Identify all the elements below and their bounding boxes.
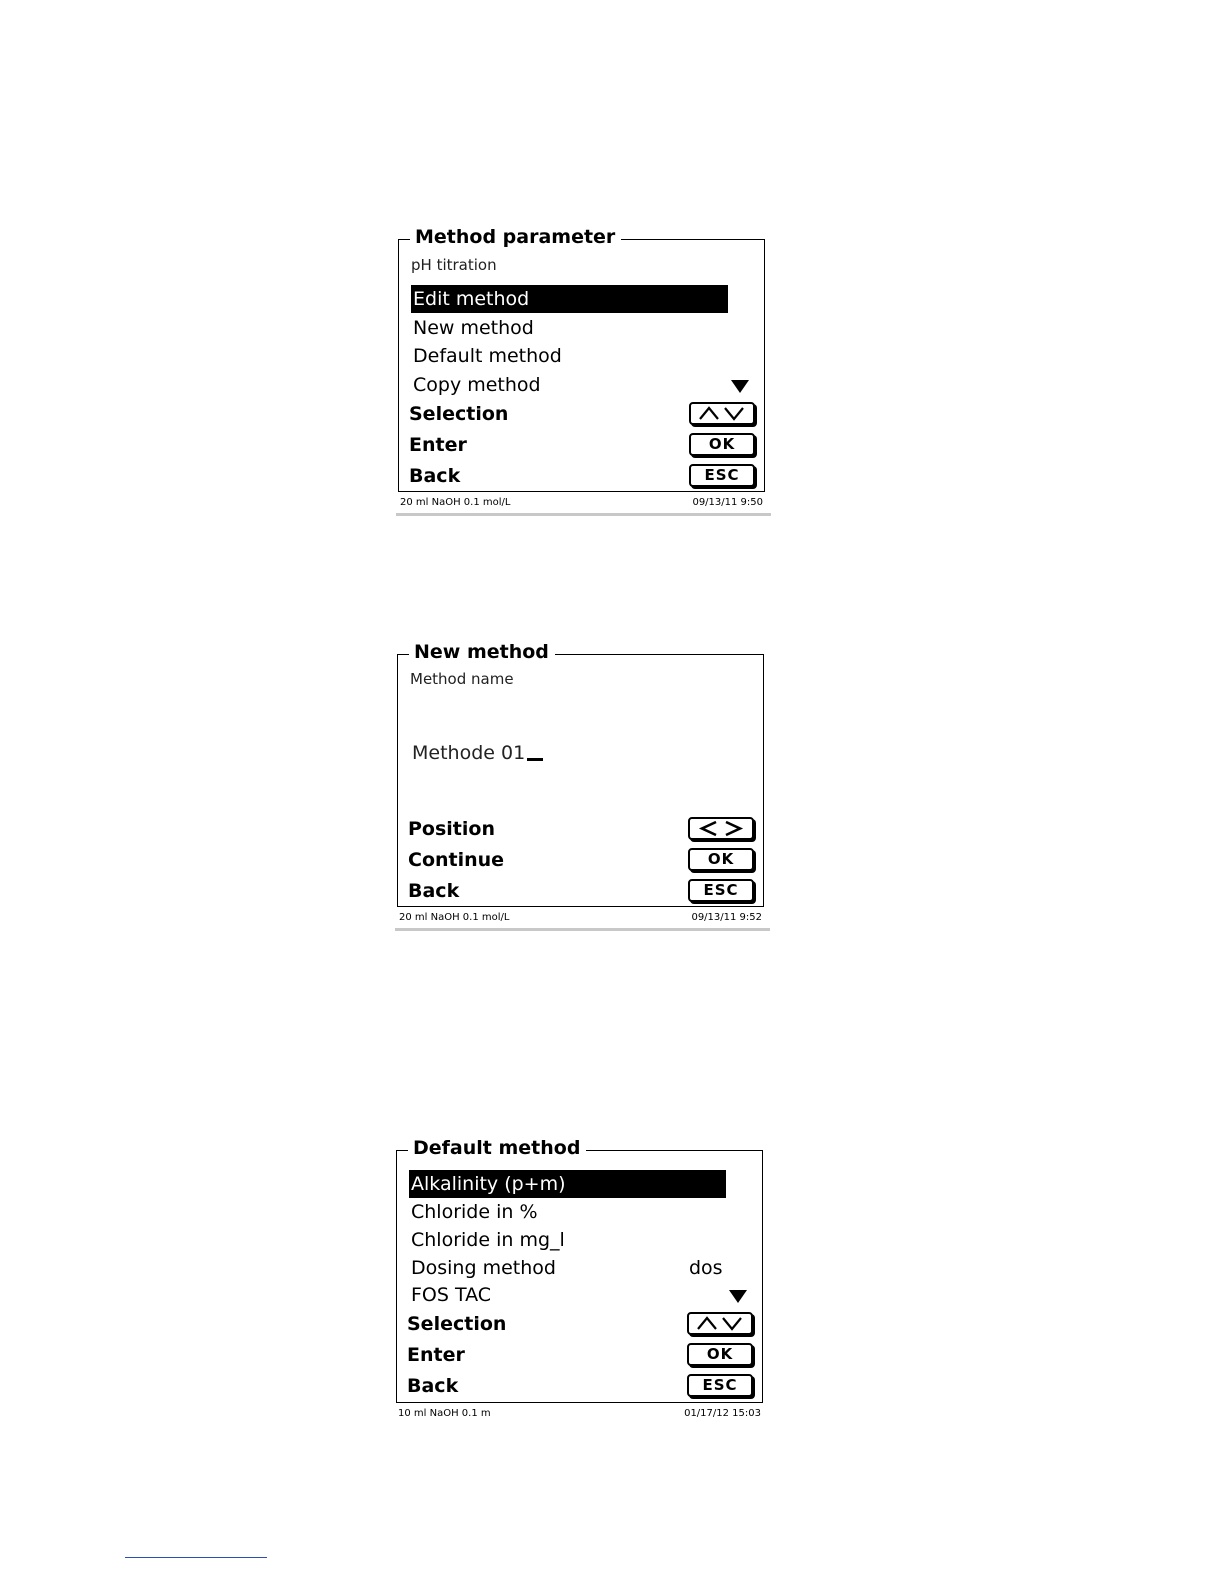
key-row-back bbox=[409, 462, 755, 490]
triangle-down-icon bbox=[731, 380, 749, 393]
key-row-enter bbox=[407, 1341, 753, 1369]
key-row-selection bbox=[407, 1310, 753, 1338]
key-label-selection: Selection bbox=[407, 1313, 507, 1335]
dosing-method-type: dos bbox=[689, 1257, 723, 1279]
key-label-back: Back bbox=[407, 1375, 459, 1397]
menu-item-edit-method[interactable]: Edit method bbox=[411, 285, 728, 313]
triangle-down-icon bbox=[729, 1290, 747, 1303]
key-row-back bbox=[407, 1372, 753, 1400]
left-right-key-button[interactable] bbox=[688, 817, 754, 840]
key-row-selection bbox=[409, 400, 755, 428]
status-bar bbox=[397, 909, 764, 927]
method-parameter-screen bbox=[398, 226, 765, 519]
status-reagent: 20 ml NaOH 0.1 mol/L bbox=[399, 912, 510, 923]
up-down-key-button[interactable] bbox=[687, 1312, 753, 1335]
esc-key-button[interactable]: ESC bbox=[687, 1374, 753, 1397]
status-reagent: 10 ml NaOH 0.1 m bbox=[398, 1408, 491, 1419]
up-down-key-button[interactable] bbox=[689, 402, 755, 425]
key-label-back: Back bbox=[408, 880, 460, 902]
up-down-arrows-icon bbox=[697, 405, 747, 422]
menu-item-dosing-method[interactable]: Dosing method bbox=[411, 1257, 556, 1279]
status-bar bbox=[396, 1405, 763, 1423]
menu-item-chloride-percent[interactable]: Chloride in % bbox=[411, 1201, 538, 1223]
key-label-back: Back bbox=[409, 465, 461, 487]
menu-item-alkalinity[interactable]: Alkalinity (p+m) bbox=[409, 1170, 726, 1198]
new-method-screen bbox=[397, 641, 764, 934]
key-label-enter: Enter bbox=[407, 1344, 465, 1366]
screen-title: Method parameter bbox=[410, 227, 621, 248]
text-cursor bbox=[527, 758, 543, 761]
menu-item-chloride-mg-l[interactable]: Chloride in mg_l bbox=[411, 1229, 565, 1251]
esc-key-button[interactable]: ESC bbox=[689, 464, 755, 487]
status-datetime: 01/17/12 15:03 bbox=[684, 1408, 761, 1419]
footnote-separator bbox=[125, 1557, 267, 1558]
ok-key-button[interactable]: OK bbox=[687, 1343, 753, 1366]
screen-subtitle: pH titration bbox=[411, 256, 497, 274]
key-label-selection: Selection bbox=[409, 403, 509, 425]
status-reagent: 20 ml NaOH 0.1 mol/L bbox=[400, 497, 511, 508]
method-name-value: Methode 01 bbox=[412, 742, 526, 764]
menu-item-copy-method[interactable]: Copy method bbox=[413, 374, 541, 396]
ok-key-button[interactable]: OK bbox=[689, 433, 755, 456]
screen-title: Default method bbox=[408, 1138, 586, 1159]
key-row-enter bbox=[409, 431, 755, 459]
key-label-position: Position bbox=[408, 818, 495, 840]
menu-item-fos-tac[interactable]: FOS TAC bbox=[411, 1284, 492, 1306]
status-datetime: 09/13/11 9:52 bbox=[691, 912, 762, 923]
status-divider bbox=[395, 928, 770, 931]
menu-item-new-method[interactable]: New method bbox=[413, 317, 534, 339]
status-divider bbox=[396, 513, 771, 516]
status-bar bbox=[398, 494, 765, 512]
screen-title: New method bbox=[409, 642, 555, 663]
key-label-enter: Enter bbox=[409, 434, 467, 456]
ok-key-button[interactable]: OK bbox=[688, 848, 754, 871]
method-name-input[interactable] bbox=[412, 741, 543, 765]
key-row-continue bbox=[408, 846, 754, 874]
screen-subtitle: Method name bbox=[410, 670, 514, 688]
key-label-continue: Continue bbox=[408, 849, 505, 871]
status-datetime: 09/13/11 9:50 bbox=[692, 497, 763, 508]
key-row-position bbox=[408, 815, 754, 843]
default-method-screen bbox=[396, 1137, 763, 1430]
esc-key-button[interactable]: ESC bbox=[688, 879, 754, 902]
key-row-back bbox=[408, 877, 754, 905]
menu-item-default-method[interactable]: Default method bbox=[413, 345, 562, 367]
up-down-arrows-icon bbox=[695, 1315, 745, 1332]
left-right-arrows-icon bbox=[696, 820, 746, 837]
